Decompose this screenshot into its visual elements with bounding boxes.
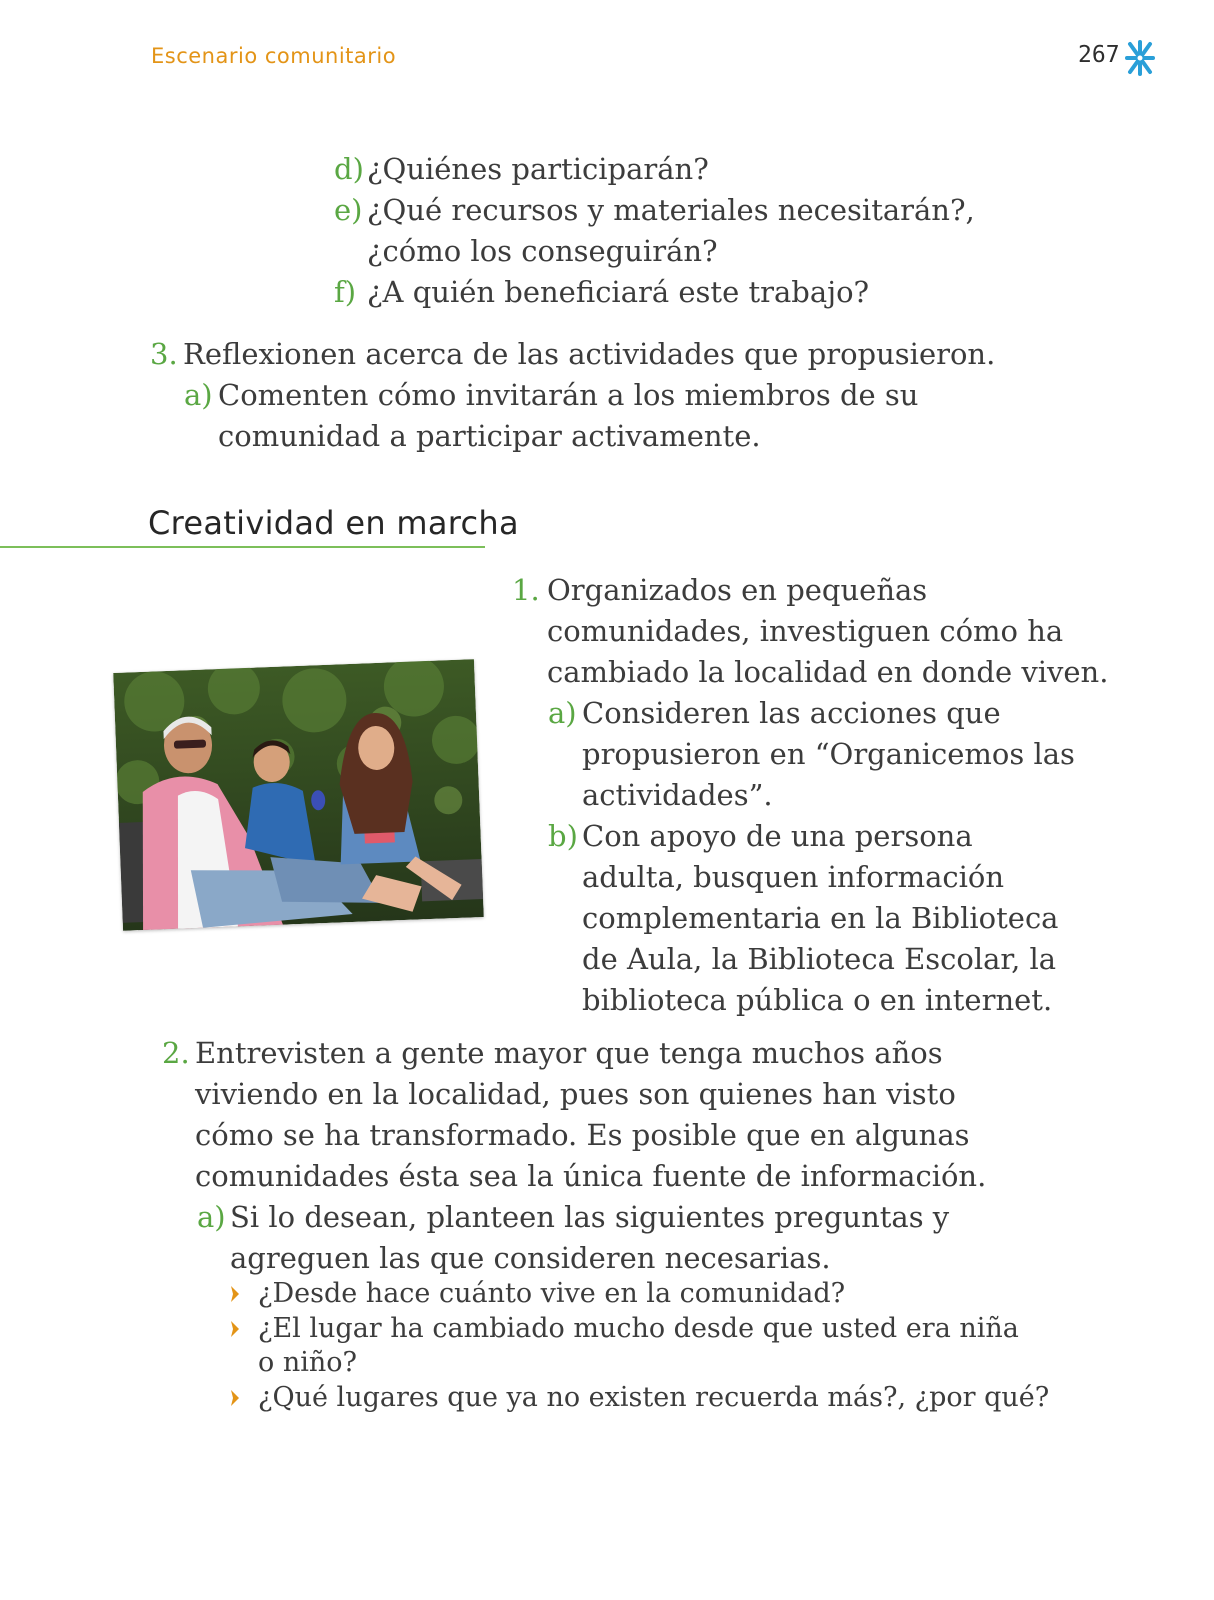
item-1-marker: 1. bbox=[512, 573, 540, 607]
list-item-d: ¿Quiénes participarán? bbox=[367, 152, 709, 186]
item-3a-line1: Comenten cómo invitarán a los miembros de su bbox=[218, 378, 919, 412]
heading-underline bbox=[0, 546, 485, 548]
item-1b-line4: de Aula, la Biblioteca Escolar, la bbox=[582, 942, 1057, 976]
knot-logo-icon bbox=[1124, 40, 1156, 76]
item-2-line3: cómo se ha transformado. Es posible que en algunas bbox=[195, 1118, 970, 1152]
item-1a-marker: a) bbox=[548, 696, 577, 730]
item-1-line1: Organizados en pequeñas bbox=[547, 573, 928, 607]
item-1b-line2: adulta, busquen información bbox=[582, 860, 1005, 894]
item-1b-marker: b) bbox=[548, 819, 578, 853]
item-1b-line1: Con apoyo de una persona bbox=[582, 819, 973, 853]
item-2-line4: comunidades ésta sea la única fuente de información. bbox=[195, 1159, 987, 1193]
photo-grandfather-children bbox=[113, 659, 484, 931]
item-3a-line2: comunidad a participar activamente. bbox=[218, 419, 761, 453]
item-2a-marker: a) bbox=[197, 1200, 226, 1234]
question-2-line1: ¿El lugar ha cambiado mucho desde que usted era niña bbox=[258, 1313, 1019, 1344]
list-item-e-line2: ¿cómo los conseguirán? bbox=[367, 234, 718, 268]
item-1a-line3: actividades”. bbox=[582, 778, 773, 812]
list-marker-e: e) bbox=[334, 193, 363, 227]
section-label: Escenario comunitario bbox=[151, 44, 397, 68]
question-2-line2: o niño? bbox=[258, 1347, 357, 1378]
item-2-marker: 2. bbox=[162, 1036, 190, 1070]
list-item-e-line1: ¿Qué recursos y materiales necesitarán?, bbox=[367, 193, 975, 227]
question-3: ¿Qué lugares que ya no existen recuerda más?, ¿por qué? bbox=[258, 1382, 1050, 1413]
item-1-line2: comunidades, investiguen cómo ha bbox=[547, 614, 1064, 648]
chevron-right-icon bbox=[230, 1390, 240, 1406]
item-3-text: Reflexionen acerca de las actividades que propusieron. bbox=[183, 337, 996, 371]
chevron-right-icon bbox=[230, 1286, 240, 1302]
item-2-line1: Entrevisten a gente mayor que tenga muchos años bbox=[195, 1036, 943, 1070]
item-2-line2: viviendo en la localidad, pues son quienes han visto bbox=[195, 1077, 956, 1111]
item-3-marker: 3. bbox=[150, 337, 178, 371]
item-2a-line2: agreguen las que consideren necesarias. bbox=[230, 1241, 831, 1275]
list-item-f: ¿A quién beneficiará este trabajo? bbox=[367, 275, 870, 309]
item-1-line3: cambiado la localidad en donde viven. bbox=[547, 655, 1109, 689]
question-1: ¿Desde hace cuánto vive en la comunidad? bbox=[258, 1278, 846, 1309]
list-marker-d: d) bbox=[334, 152, 364, 186]
page-number: 267 bbox=[1078, 42, 1120, 68]
item-1b-line5: biblioteca pública o en internet. bbox=[582, 983, 1053, 1017]
list-marker-f: f) bbox=[334, 275, 357, 309]
item-3a-marker: a) bbox=[184, 378, 213, 412]
item-1b-line3: complementaria en la Biblioteca bbox=[582, 901, 1059, 935]
chevron-right-icon bbox=[230, 1321, 240, 1337]
item-2a-line1: Si lo desean, planteen las siguientes preguntas y bbox=[230, 1200, 950, 1234]
item-1a-line1: Consideren las acciones que bbox=[582, 696, 1001, 730]
item-1a-line2: propusieron en “Organicemos las bbox=[582, 737, 1075, 771]
section-heading: Creatividad en marcha bbox=[148, 504, 519, 542]
